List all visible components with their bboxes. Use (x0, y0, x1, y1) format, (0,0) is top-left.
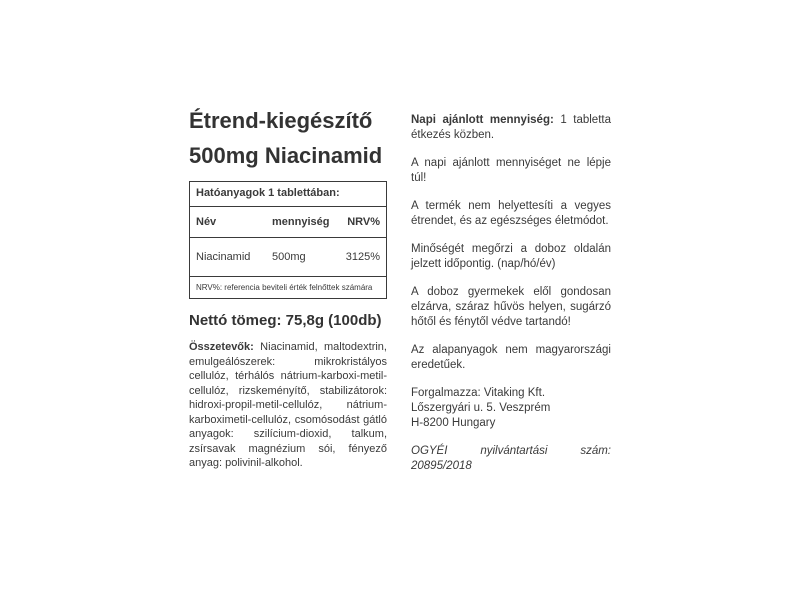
ingredients-label: Összetevők: (189, 341, 254, 353)
right-column (411, 113, 611, 487)
table-header-row (190, 207, 386, 238)
net-weight: Nettó tömeg: 75,8g (100db) (189, 312, 382, 329)
ingredients-text: Niacinamid, maltodextrin, emulgeálószerek: mikrokristályos cellulóz, térhálós nátrium-karboxi-metil-cellulóz, rizskeményítő, stabilizátorok: hidroxi-propil-metil-cellulóz, nátrium-karboximetil-cellulóz, csomósodást gátló anyagok: szilícium-dioxid, talkum, zsírsavak magnézium sói, fényező anyag: polivinil-alkohol. (189, 341, 387, 469)
not-substitute-note: A termék nem helyettesíti a vegyes étrendet, és az egészséges életmódot. (411, 200, 611, 227)
table-heading: Hatóanyagok 1 tablettában: (190, 182, 386, 207)
best-before-note: Minőségét megőrzi a doboz oldalán jelzett időpontig. (nap/hó/év) (411, 243, 611, 270)
daily-dose-label: Napi ajánlott mennyiség: (411, 114, 554, 126)
distributor-address (411, 386, 611, 431)
table-row (190, 238, 386, 277)
registration-number: OGYÉI nyilvántartási szám: 20895/2018 (411, 445, 611, 472)
nutrition-table (189, 181, 387, 299)
daily-dose (411, 113, 611, 143)
table-footnote: NRV%: referencia beviteli érték felnőttek számára (196, 283, 373, 292)
column-header-nrv: NRV% (347, 216, 380, 228)
product-title: Étrend-kiegészítő (189, 108, 373, 133)
origin-note: Az alapanyagok nem magyarországi eredetűek. (411, 344, 611, 371)
cell-nrv: 3125% (345, 251, 380, 263)
distributor-line1: Forgalmazza: Vitaking Kft. (411, 387, 546, 399)
storage-note: A doboz gyermekek elől gondosan elzárva, száraz hűvös helyen, sugárzó hőtől és fénytől védve tartandó! (411, 286, 611, 328)
distributor-line3: H-8200 Hungary (411, 417, 496, 429)
daily-dose-text: 1 tabletta étkezés közben. (411, 114, 611, 141)
distributor-line2: Lőszergyári u. 5. Veszprém (411, 402, 551, 414)
dose-warning: A napi ajánlott mennyiséget ne lépje túl! (411, 157, 611, 184)
left-column (189, 108, 387, 471)
cell-name: Niacinamid (196, 251, 251, 263)
ingredients (189, 340, 387, 471)
column-header-amount: mennyiség (272, 216, 330, 228)
cell-amount: 500mg (272, 251, 306, 263)
product-subtitle: 500mg Niacinamid (189, 143, 383, 168)
column-header-name: Név (196, 216, 217, 228)
